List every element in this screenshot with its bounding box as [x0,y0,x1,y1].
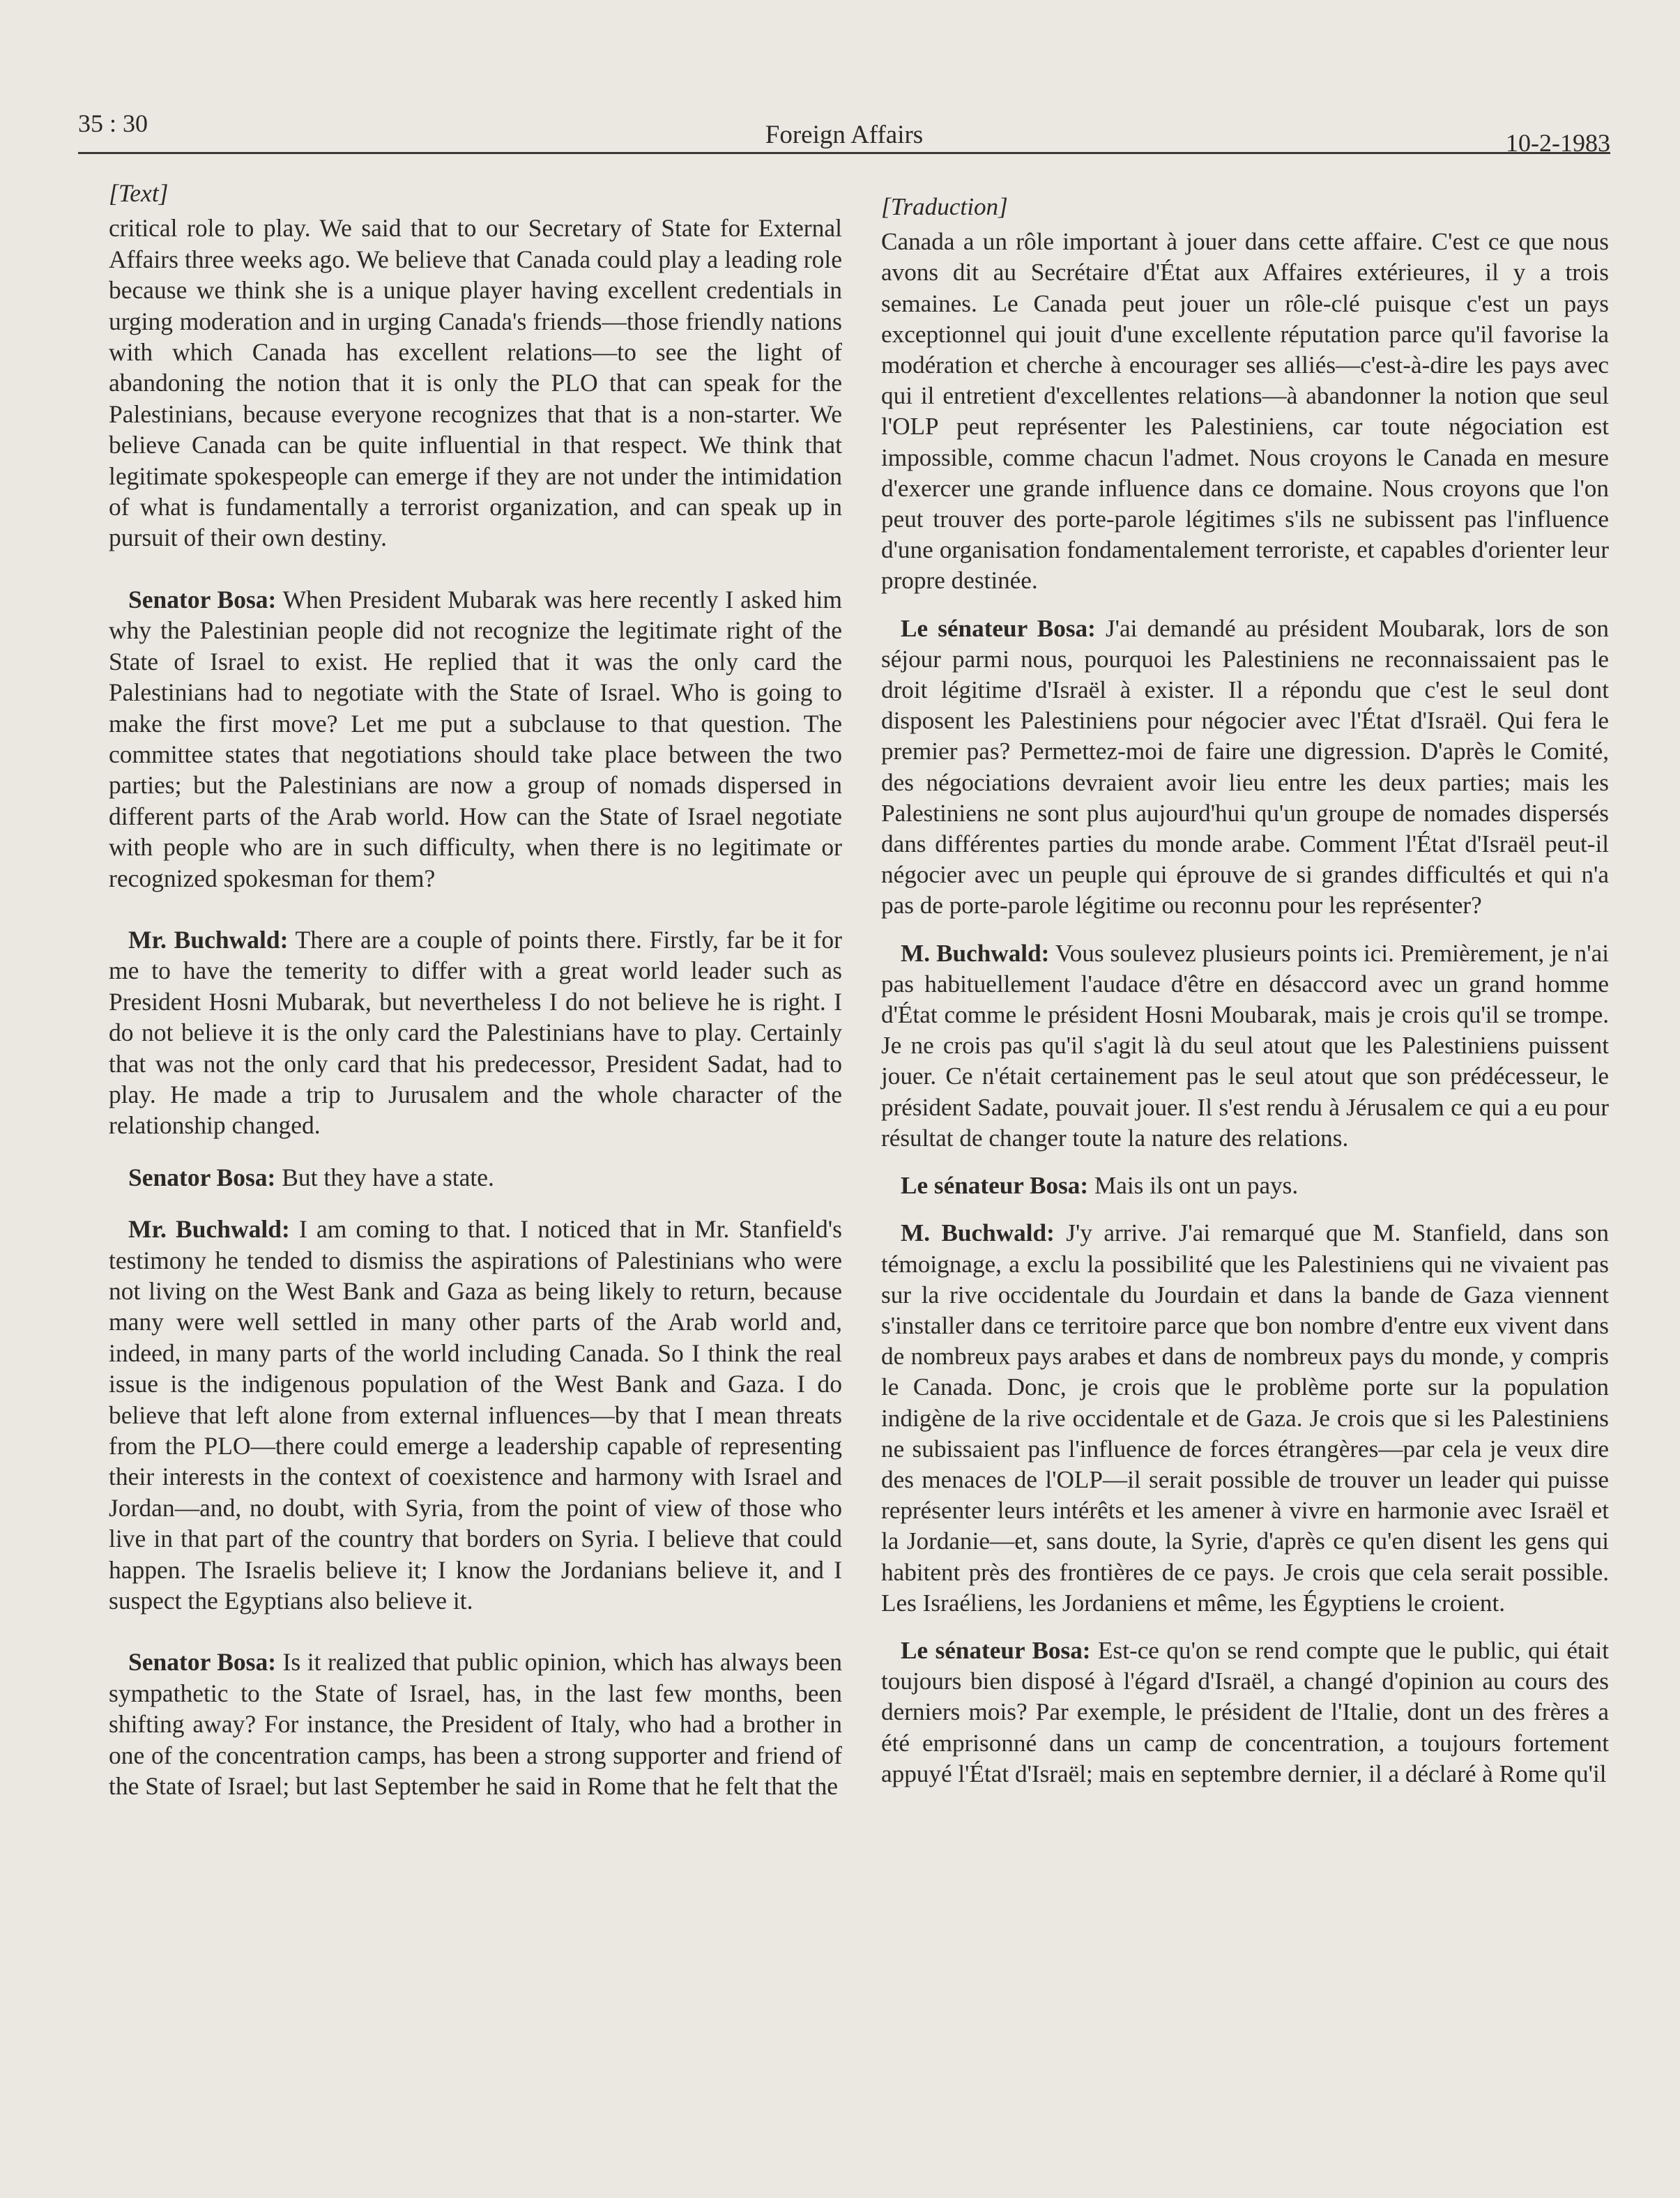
paragraph [109,1214,842,1616]
paragraph [109,1647,842,1801]
speaker-name: Senator Bosa: [128,1648,277,1677]
running-title: Foreign Affairs [765,121,924,149]
speaker-name: Mr. Buchwald: [128,925,289,954]
speaker-name: Senator Bosa: [128,585,277,613]
speaker-name: M. Buchwald: [901,939,1050,967]
speaker-name: Mr. Buchwald: [128,1215,290,1244]
paragraph-text: Est-ce qu'on se rend compte que le public, qui était toujours bien disposé à l'égard d'Israël, a changé d'opinion au cours des derniers mois? Par exemple, le président de l'Italie, dont un des frères a été emprisonné dans un camp de concentration, a toujours fortement appuyé l'État d'Israël; mais en septembre dernier, il a déclaré à Rome qu'il [881,1636,1609,1787]
column-label: [Text] [109,179,169,207]
paragraph-text: Vous soulevez plusieurs points ici. Premièrement, je n'ai pas habituellement l'audace d'être en désaccord avec un grand homme d'État comme le président Hosni Moubarak, mais je crois qu'il se trompe. Je ne crois pas qu'il s'agit là du seul atout que les Palestiniens puissent jouer. Ce n'était certainement pas le seul atout que son prédécesseur, le président Sadate, pouvait jouer. Il s'est rendu à Jérusalem ce qui a eu pour résultat de changer toute la nature des relations. [881,939,1610,1152]
page-number: 35 : 30 [78,109,148,137]
paragraph-text: But they have a state. [275,1163,494,1191]
paragraph [881,938,1609,1154]
paragraph-text: When President Mubarak was here recently I asked him why the Palestinian people did not recognize the legitimate right of the State of Israel to exist. He replied that it was the only card the Palestinians had to negotiate with the State of Israel. Who is going to make the first move? Let me put a subclause to that question. The committee states that negotiations should take place between the two parties; but the Palestinians are now a group of nomads dispersed in different parts of the Arab world. How can the State of Israel negotiate with people who are in such difficulty, when there is no legitimate or recognized spokesman for them? [109,585,842,892]
speaker-name: M. Buchwald: [901,1219,1055,1247]
paragraph-text: I am coming to that. I noticed that in Mr. Stanfield's testimony he tended to dismiss the aspirations of Palestinians who were not living on the West Bank and Gaza as being likely to return, because many were well settled in many other parts of the Arab world and, indeed, in many parts of the world including Canada. So I think the real issue is the indigenous population of the West Bank and Gaza. I do believe that left alone from external influences—by that I mean threats from the PLO—there could emerge a leadership capable of representing their interests in the context of coexistence and harmony with Israel and Jordan—and, no doubt, with Syria, from the point of view of those who live in that part of the country that borders on Syria. I believe that could happen. The Israelis believe it; I know the Jordanians believe it, and I suspect the Egyptians also believe it. [109,1215,842,1615]
paragraph [109,213,842,553]
paragraph [881,1635,1609,1789]
paragraph [109,1162,842,1193]
speaker-name: Senator Bosa: [128,1163,276,1191]
paragraph-text: There are a couple of points there. Firstly, far be it for me to have the temerity to differ with a great world leader such as President Hosni Mubarak, but nevertheless I do not believe he is right. I do not believe it is the only card the Palestinians have to play. Certainly that was not the only card that his predecessor, President Sadat, had to play. He made a trip to Jurusalem and the whole character of the relationship changed. [109,925,842,1140]
paragraph-text: J'ai demandé au président Moubarak, lors de son séjour parmi nous, pourquoi les Palestiniens ne reconnaissaient pas le droit légitime d'Israël à exister. Il a répondu que c'est le seul dont disposent les Palestiniens pour négocier avec l'État d'Israël. Qui fera le premier pas? Permettez-moi de faire une digression. D'après le Comité, des négociations devraient avoir lieu entre les deux parties; mais les Palestiniens ne sont plus aujourd'hui qu'un groupe de nomades dispersés dans différentes parties du monde arabe. Comment l'État d'Israël peut-il négocier avec un peuple qui éprouve de si grandes difficultés et qui n'a pas de porte-parole légitime ou reconnu pour les représenter? [881,614,1609,919]
column-label: [Traduction] [881,193,1008,220]
paragraph-text: Canada a un rôle important à jouer dans cette affaire. C'est ce que nous avons dit au Secrétaire d'État aux Affaires extérieures, il y a trois semaines. Le Canada peut jouer un rôle-clé puisque c'est un pays exceptionnel qui jouit d'une excellente réputation parce qu'il favorise la modération et cherche à encourager ses alliés—c'est-à-dire les pays avec qui il entretient d'excellentes relations—à abandonner la notion que seul l'OLP peut représenter les Palestiniens, car toute négociation est impossible, comme chacun l'admet. Nous croyons le Canada en mesure d'exercer une grande influence dans ce domaine. Nous croyons que l'on peut trouver des porte-parole légitimes s'ils ne subissent pas l'influence d'une organisation fondamentalement terroriste, et capables d'orienter leur propre destinée. [881,228,1609,595]
speaker-name: Le sénateur Bosa: [901,1172,1089,1200]
paragraph [881,613,1609,922]
paragraph [109,924,842,1141]
paragraph-text: Mais ils ont un pays. [1088,1172,1299,1200]
paragraph [109,584,842,894]
paragraph-text: Is it realized that public opinion, which has always been sympathetic to the State of Israel, has, in the last few months, been shifting away? For instance, the President of Italy, who had a brother in one of the concentration camps, has been a strong supporter and friend of the State of Israel; but last September he said in Rome that he felt that the [109,1648,842,1801]
paragraph-text: critical role to play. We said that to our Secretary of State for External Affairs three weeks ago. We believe that Canada could play a leading role because we think she is a unique player having excellent credentials in urging moderation and in urging Canada's friends—those friendly nations with which Canada has excellent relations—to see the light of abandoning the notion that it is only the PLO that can speak for the Palestinians, because everyone recognizes that that is a non-starter. We believe Canada can be quite influential in that respect. We think that legitimate spokespeople can emerge if they are not under the intimidation of what is fundamentally a terrorist organization, and can speak up in pursuit of their own destiny. [109,214,842,552]
page-header [78,105,1610,157]
english-column [109,178,842,1823]
paragraph [881,1218,1609,1619]
speaker-name: Le sénateur Bosa: [901,614,1096,642]
paragraph [881,1170,1609,1201]
paragraph-text: J'y arrive. J'ai remarqué que M. Stanfield, dans son témoignage, a exclu la possibilité que les Palestiniens qui ne vivaient pas sur la rive occidentale du Jourdain et dans la bande de Gaza viennent s'installer dans ce territoire parce que bon nombre d'entre eux vivent dans de nombreux pays arabes et dans de nombreux pays du monde, y compris le Canada. Donc, je crois que le problème porte sur la population indigène de la rive occidentale et de Gaza. Je crois que si les Palestiniens ne subissaient pas l'influence de forces étrangères—par cela je veux dire des menaces de l'OLP—il serait possible de trouver un leader qui puisse représenter leurs intérêts et les amener à vivre en harmonie avec Israël et la Jordanie—et, sans doute, la Syrie, d'après ce qu'en disent les gens qui habitent près des frontières de ce pays. Je crois que cela serait possible. Les Israéliens, les Jordaniens et même, les Égyptiens le croient. [881,1219,1609,1617]
speaker-name: Le sénateur Bosa: [901,1636,1091,1664]
page-date: 10-2-1983 [1506,129,1610,157]
french-column [881,192,1609,1810]
paragraph [881,227,1609,596]
